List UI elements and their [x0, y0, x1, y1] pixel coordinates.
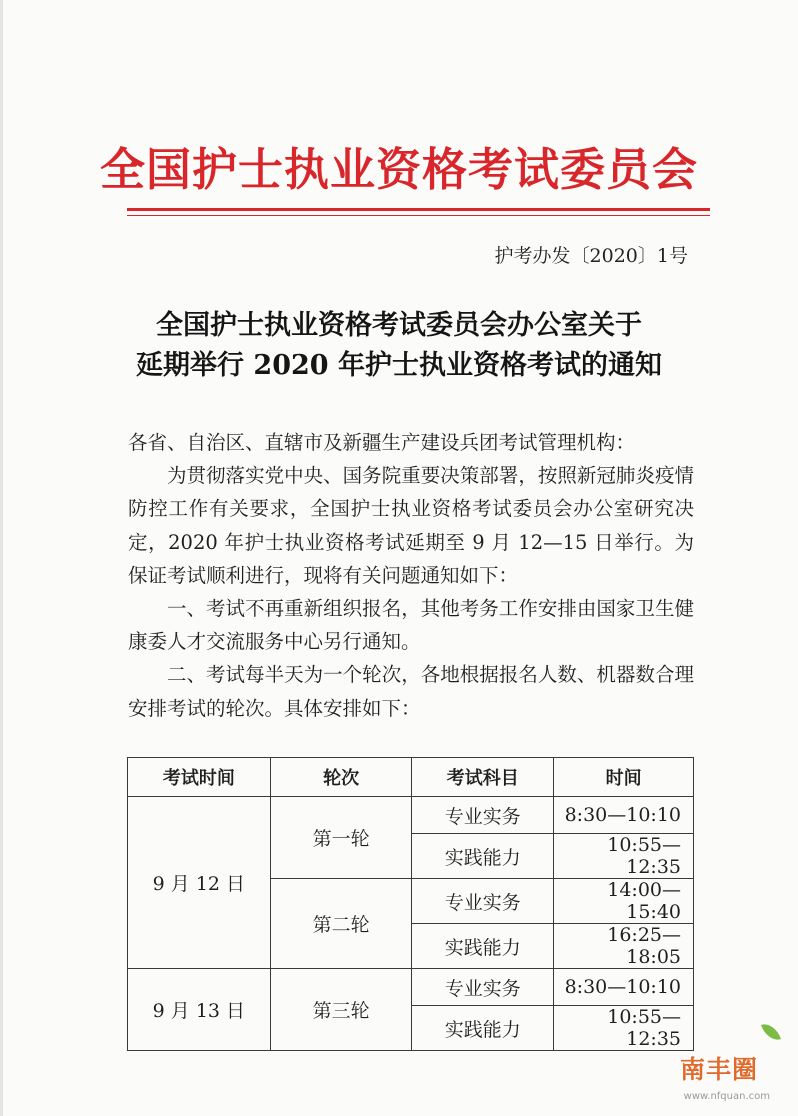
watermark-logo: 南丰圈: [679, 1055, 758, 1084]
header-round: 轮次: [270, 758, 412, 797]
exam-date-cell: 9 月 13 日: [128, 969, 271, 1051]
header-time: 时间: [554, 758, 694, 797]
subject-cell: 专业实务: [412, 879, 554, 924]
time-cell: 10:55—12:35: [554, 1006, 694, 1051]
document-title-line-2: 延期举行 2020 年护士执业资格考试的通知: [136, 350, 662, 381]
organization-header: 全国护士执业资格考试委员会: [99, 143, 698, 196]
exam-schedule-table: [127, 757, 694, 1051]
exam-date-cell: 9 月 12 日: [128, 797, 271, 969]
paragraph-3: 二、考试每半天为一个轮次，各地根据报名人数、机器数合理安排考试的轮次。具体安排如下：: [128, 663, 694, 720]
paragraph-1: 为贯彻落实党中央、国务院重要决策部署，按照新冠肺炎疫情防控工作有关要求，全国护士执业资格考试委员会办公室研究决定，2020 年护士执业资格考试延期至 9 月 12—15 日举行。为保证考试顺利进行，现将有关问题通知如下：: [128, 464, 694, 587]
document-title: [0, 306, 798, 386]
subject-cell: 实践能力: [412, 924, 554, 969]
time-cell: 10:55—12:35: [554, 834, 694, 879]
leaf-icon: [761, 1020, 781, 1044]
subject-cell: 实践能力: [412, 834, 554, 879]
time-cell: 8:30—10:10: [554, 797, 694, 834]
watermark-url: www.nfquan.com: [683, 1091, 770, 1102]
paragraph-2: 一、考试不再重新组织报名，其他考务工作安排由国家卫生健康委人才交流服务中心另行通知。: [128, 597, 694, 654]
subject-cell: 实践能力: [412, 1006, 554, 1051]
table-row: [128, 969, 694, 1006]
subject-cell: 专业实务: [412, 797, 554, 834]
header-exam-date: 考试时间: [128, 758, 271, 797]
document-body: [128, 426, 694, 725]
time-cell: 14:00—15:40: [554, 879, 694, 924]
time-cell: 16:25—18:05: [554, 924, 694, 969]
red-divider-thin: [127, 215, 710, 216]
round-cell: 第一轮: [270, 797, 412, 879]
subject-cell: 专业实务: [412, 969, 554, 1006]
time-cell: 8:30—10:10: [554, 969, 694, 1006]
document-title-line-1: 全国护士执业资格考试委员会办公室关于: [156, 310, 642, 341]
table-row: [128, 797, 694, 834]
round-cell: 第三轮: [270, 969, 412, 1051]
salutation: 各省、自治区、直辖市及新疆生产建设兵团考试管理机构：: [128, 431, 636, 454]
document-number: 护考办发〔2020〕1号: [494, 245, 688, 267]
table-header-row: [128, 758, 694, 797]
red-divider-thick: [127, 208, 710, 211]
header-subject: 考试科目: [412, 758, 554, 797]
round-cell: 第二轮: [270, 879, 412, 969]
